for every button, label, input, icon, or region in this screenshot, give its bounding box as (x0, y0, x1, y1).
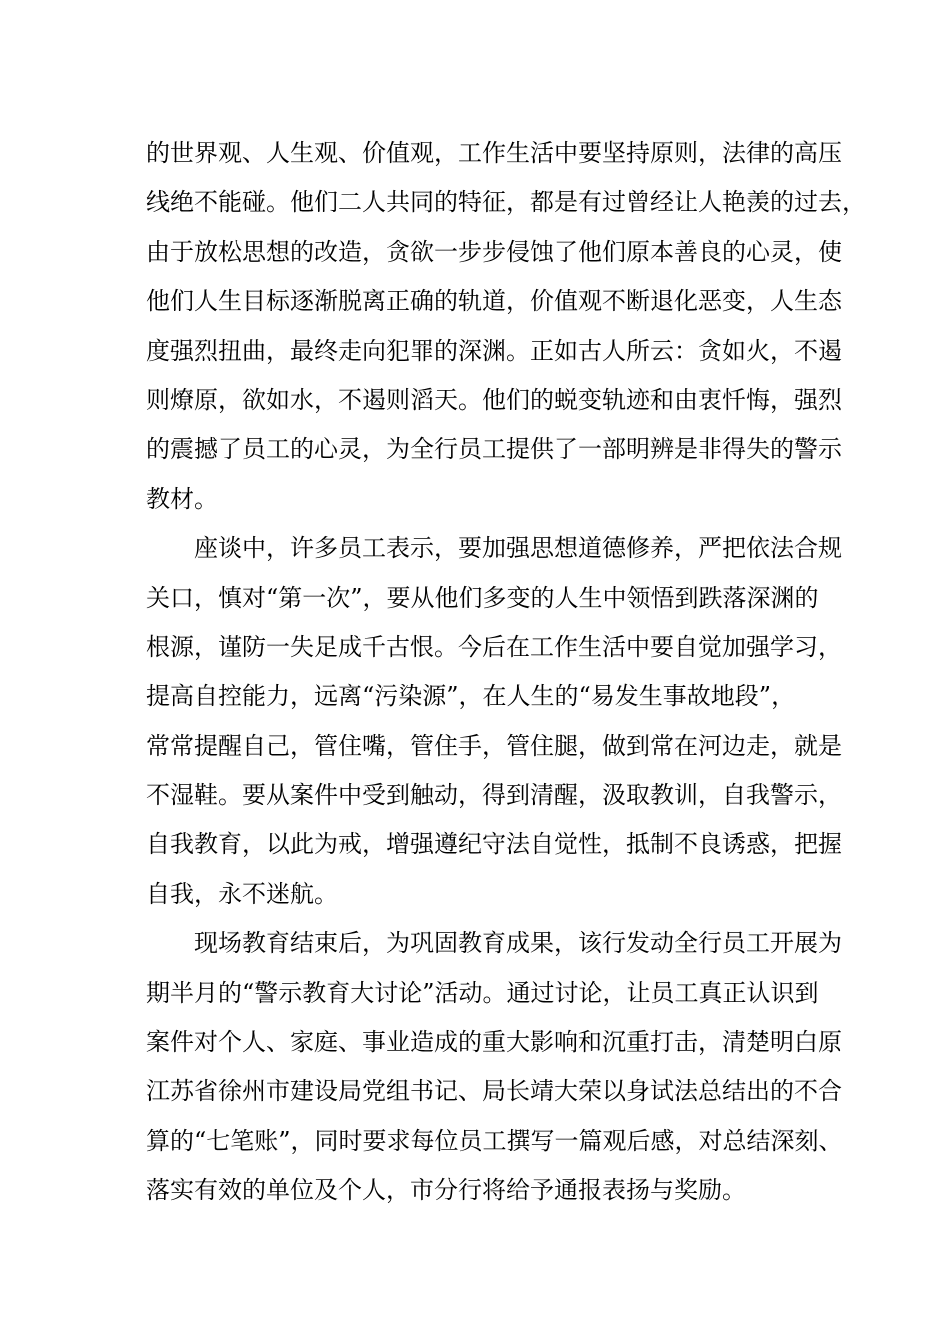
text-line: 度强烈扭曲，最终走向犯罪的深渊。正如古人所云：贪如火，不遏 (146, 336, 842, 365)
text-line: 提高自控能力，远离“污染源”，在人生的“易发生事故地段”， (146, 682, 796, 711)
text-line: 线绝不能碰。他们二人共同的特征，都是有过曾经让人艳羡的过去， (146, 188, 866, 217)
text-line: 常常提醒自己，管住嘴，管住手，管住腿，做到常在河边走，就是 (146, 731, 842, 760)
text-line: 期半月的“警示教育大讨论”活动。通过讨论，让员工真正认识到 (146, 978, 819, 1007)
text-line: 根源，谨防一失足成千古恨。今后在工作生活中要自觉加强学习， (146, 632, 842, 661)
text-line: 关口，慎对“第一次”，要从他们多变的人生中领悟到跌落深渊的 (146, 583, 819, 612)
text-line: 教材。 (146, 484, 218, 513)
paragraph-1 (146, 129, 866, 524)
paragraph-2 (146, 524, 842, 919)
text-line: 落实有效的单位及个人，市分行将给予通报表扬与奖励。 (146, 1176, 746, 1205)
text-line: 江苏省徐州市建设局党组书记、局长靖大荣以身试法总结出的不合 (146, 1077, 842, 1106)
document-body (146, 129, 866, 1216)
text-line: 则燎原，欲如水，不遏则滔天。他们的蜕变轨迹和由衷忏悔，强烈 (146, 385, 842, 414)
text-line: 他们人生目标逐渐脱离正确的轨道，价值观不断退化恶变，人生态 (146, 287, 842, 316)
text-line: 不湿鞋。要从案件中受到触动，得到清醒，汲取教训，自我警示， (146, 781, 842, 810)
paragraph-3 (146, 919, 843, 1215)
text-line: 算的“七笔账”，同时要求每位员工撰写一篇观后感，对总结深刻、 (146, 1126, 843, 1155)
text-line: 自我，永不迷航。 (146, 879, 338, 908)
text-line: 的震撼了员工的心灵，为全行员工提供了一部明辨是非得失的警示 (146, 435, 842, 464)
text-line: 现场教育结束后，为巩固教育成果，该行发动全行员工开展为 (194, 929, 842, 958)
text-line: 自我教育，以此为戒，增强遵纪守法自觉性，抵制不良诱惑，把握 (146, 830, 842, 859)
text-line: 的世界观、人生观、价值观，工作生活中要坚持原则，法律的高压 (146, 139, 842, 167)
text-line: 案件对个人、家庭、事业造成的重大影响和沉重打击，清楚明白原 (146, 1028, 842, 1057)
text-line: 座谈中，许多员工表示，要加强思想道德修养，严把依法合规 (194, 534, 842, 563)
text-line: 由于放松思想的改造，贪欲一步步侵蚀了他们原本善良的心灵，使 (146, 237, 842, 266)
